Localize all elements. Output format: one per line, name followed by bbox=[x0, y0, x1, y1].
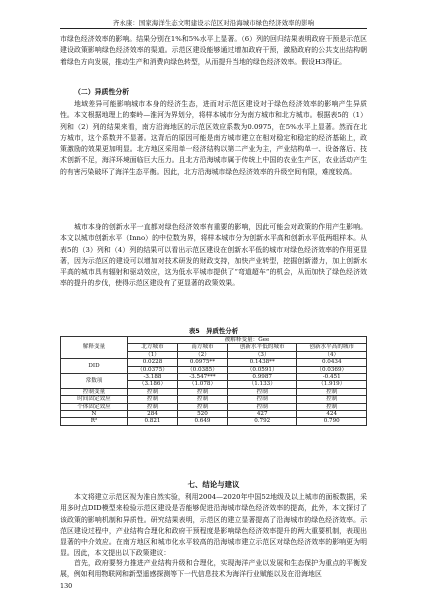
table-cell: 控制 bbox=[177, 396, 227, 403]
table-cell: 控制 bbox=[128, 396, 178, 403]
table-cell: 424 bbox=[297, 411, 367, 418]
paragraph-text: 地域差异可能影响城市本身的经济生态，进而对示范区建设对于绿色经济效率的影响产生异质性。本文根据地理上的秦岭—淮河为界划分，将样本城市分为南方城市和北方城市。根据表5的（1）列和（2）列的结果来看，南方沿海地区的示范区效应系数为0.0975，在5%水平上显著。然而在北方城市，这个系数并不显著。这背后的原因可能是南方城市建立在相对稳定和稳定的经济基础上，政策激励的效果更加明显。北方地区采用单一经济结构以第二产业为主，产业结构单一、设备落后、技术创新不足，海洋环境面临巨大压力。且北方沿海城市属于传统上中国的农业生产区，农业活动产生的有害污染破坏了海洋生态平衡。因此，北方沿海城市绿色经济效率的升级空间有限，难度较高。 bbox=[60, 100, 367, 176]
row-label: 时间固定效应 bbox=[61, 396, 128, 403]
table-row bbox=[61, 411, 367, 418]
table-row bbox=[61, 396, 367, 403]
paragraph-recommendation bbox=[60, 558, 367, 581]
table-row bbox=[61, 388, 367, 395]
paragraph-heterogeneity-innovation bbox=[60, 222, 367, 290]
table-cell: 控制 bbox=[128, 388, 178, 395]
table-cell: 0.0975** bbox=[177, 359, 227, 366]
table-cell: 0.821 bbox=[128, 418, 178, 425]
column-number: （1） bbox=[128, 351, 178, 358]
column-name: 创新水平高的城市 bbox=[297, 344, 367, 351]
table-cell: 520 bbox=[177, 411, 227, 418]
table-row bbox=[61, 418, 367, 425]
paragraph-conclusion bbox=[60, 492, 367, 560]
table-cell: 0.790 bbox=[297, 418, 367, 425]
paragraph-text: 本文将建立示范区视为准自然实验，利用2004—2020年中国52地级及以上城市的面板数据，采用多时点DID模型来检验示范区建设是否能够促进沿海城市绿色经济效率的提高，此外，本文探讨了该政策的影响机制和异质性。研究结果表明，示范区的建立显著提高了沿海城市的绿色经济效率。示范区建设过程中，产业结构合理化和政府干预程度是影响绿色经济效率提升的两大重要机制，表现出显著的中介效应。在南方地区和城市化水平较高的沿海城市建立示范区对绿色经济效率的影响更为明显。因此，本文提出以下政策建议： bbox=[60, 493, 367, 558]
paragraph-text: 市绿色经济效率的影响。结果分别在1%和5%水平上显著。（6）列的回归结果表明政府干预是示范区建设政策影响绿色经济效率的渠道。示范区建设能够通过增加政府干预，激励政府的公共支出结构朝着绿色方向发展，推动生产和消费向绿色转型，从而提升当地的绿色经济效率。假设H3得证。 bbox=[60, 35, 367, 66]
table-cell: （1.078） bbox=[177, 381, 227, 388]
paragraph-heterogeneity-region bbox=[60, 99, 367, 178]
section-heading: 七、结论与建议 bbox=[187, 480, 240, 489]
table-cell: 0.792 bbox=[227, 418, 297, 425]
row-label: 控制变量 bbox=[61, 388, 128, 395]
table-cell: 控制 bbox=[177, 403, 227, 410]
table-row bbox=[61, 359, 367, 366]
row-label: N bbox=[61, 411, 128, 418]
table-cell: （0.0385） bbox=[177, 366, 227, 373]
paragraph-text: 城市本身的创新水平一直都对绿色经济效率有重要的影响，因此可能会对政策的作用产生影响。本文以城市创新水平（Inno）的中位数为界，将样本城市分为创新水平高和创新水平低两组样本。从表5的（3）列和（4）列的结果可以看出示范区建设在创新水平低的城市对绿色经济效率的作用更显著，因为示范区的建设可以增加对技术研发的财政支持，加快产业转型，挖掘创新潜力，加上创新水平高的城市具有辐射和驱动效应，这为低水平城市提供了“弯道超车”的机会，从而加快了绿色经济效率的提升的步伐，使得示范区建设有了更显著的政策效果。 bbox=[60, 223, 367, 288]
dependent-variable-label: 被解释变量：Gee bbox=[128, 337, 367, 344]
table-cell: 控制 bbox=[177, 388, 227, 395]
table-header-row bbox=[61, 337, 367, 344]
table-cell: 控制 bbox=[227, 388, 297, 395]
table-cell: 控制 bbox=[128, 403, 178, 410]
header-rule bbox=[60, 28, 367, 29]
table-cell: -3.188 bbox=[128, 374, 178, 381]
table-cell: 0.649 bbox=[177, 418, 227, 425]
corner-label: 解释变量 bbox=[61, 337, 128, 359]
table-cell: （0.0369） bbox=[297, 366, 367, 373]
page-number: 130 bbox=[60, 582, 73, 590]
subsection-heading: （二）异质性分析 bbox=[74, 88, 130, 96]
table-cell: 0.1438** bbox=[227, 359, 297, 366]
row-label: R² bbox=[61, 418, 128, 425]
column-number: （4） bbox=[297, 351, 367, 358]
table-cell: （3.186） bbox=[128, 381, 178, 388]
column-number: （2） bbox=[177, 351, 227, 358]
table-row bbox=[61, 403, 367, 410]
table-cell: 控制 bbox=[297, 403, 367, 410]
table-cell: （0.0591） bbox=[227, 366, 297, 373]
table-cell: 0.0434 bbox=[297, 359, 367, 366]
table-cell: 控制 bbox=[227, 396, 297, 403]
table-cell: 427 bbox=[227, 411, 297, 418]
row-label: 个体固定效应 bbox=[61, 403, 128, 410]
table-row bbox=[61, 374, 367, 381]
column-name: 创新水平低的城市 bbox=[227, 344, 297, 351]
column-name: 南方城市 bbox=[177, 344, 227, 351]
table-cell: -0.451 bbox=[297, 374, 367, 381]
results-table bbox=[60, 336, 367, 426]
table-caption: 表5 异质性分析 bbox=[188, 327, 239, 335]
table-cell: 284 bbox=[128, 411, 178, 418]
row-label: 常数项 bbox=[61, 374, 128, 389]
running-header: 齐永康：国家海洋生态文明建设示范区对沿海城市绿色经济效率的影响 bbox=[112, 19, 315, 27]
table-cell: -3.547*** bbox=[177, 374, 227, 381]
table-cell: （1.919） bbox=[297, 381, 367, 388]
table-cell: 0.9987 bbox=[227, 374, 297, 381]
paragraph-text: 首先，政府要努力推进产业结构升级和合理化，实现海洋产业以发展和生态保护为重点的平衡发展，例如利用物联网和新型遥感探测等下一代信息技术为海洋行业赋能以及在沿海地区 bbox=[60, 559, 367, 579]
table-cell: （0.0375） bbox=[128, 366, 178, 373]
table-cell: 控制 bbox=[227, 403, 297, 410]
paragraph-top bbox=[60, 34, 367, 68]
table-cell: （1.133） bbox=[227, 381, 297, 388]
row-label: DID bbox=[61, 359, 128, 374]
column-name: 北方城市 bbox=[128, 344, 178, 351]
column-number: （3） bbox=[227, 351, 297, 358]
table-cell: 控制 bbox=[297, 396, 367, 403]
table-cell: 0.0228 bbox=[128, 359, 178, 366]
table-cell: 控制 bbox=[297, 388, 367, 395]
